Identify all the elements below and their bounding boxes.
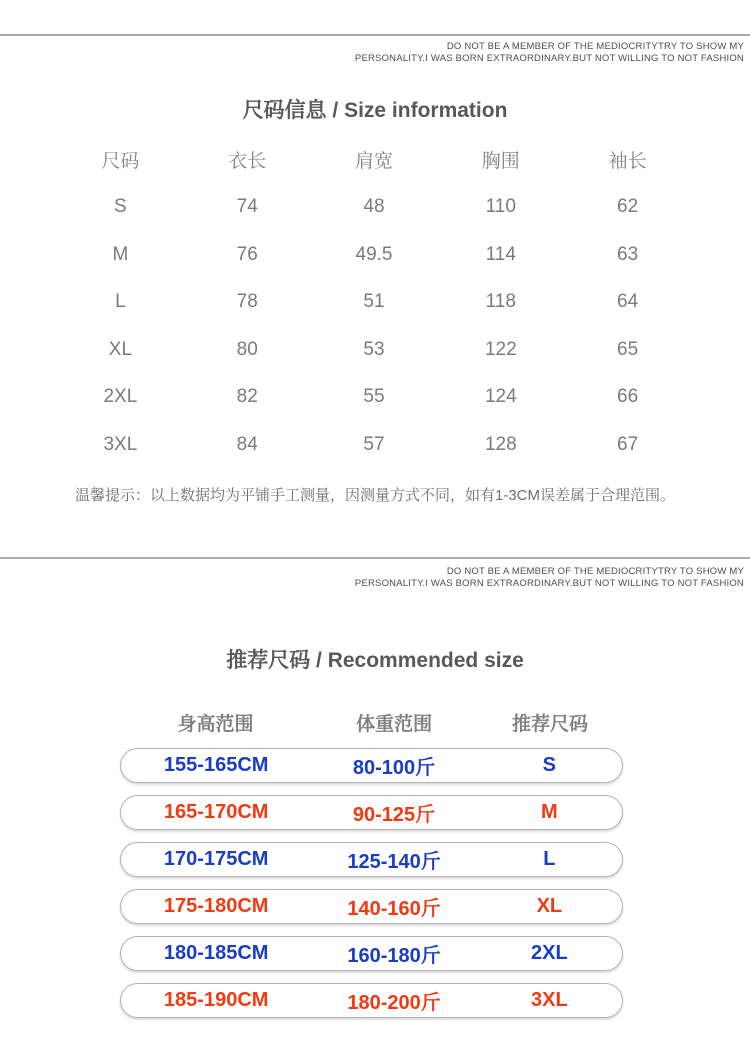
weight-range: 80-100斤 [352,757,436,779]
recommended-size: XL [536,895,563,917]
size-table [57,136,691,469]
cell-chest: 122 [484,338,517,360]
col-header-length: 衣长 [228,151,267,173]
cell-length: 74 [236,196,258,218]
brand-slogan [355,41,744,64]
weight-range: 160-180斤 [347,945,441,967]
cell-sleeve: 65 [617,338,639,360]
cell-size: M [112,243,129,265]
recommend-row-m [120,795,623,830]
col-header-shoulder: 肩宽 [354,151,393,173]
cell-sleeve: 62 [617,196,639,218]
cell-size: 2XL [103,386,138,408]
cell-shoulder: 57 [363,433,385,455]
height-range: 165-170CM [163,801,269,823]
height-range: 155-165CM [163,754,269,776]
cell-length: 80 [236,338,258,360]
size-table-row-xl [57,326,691,374]
cell-shoulder: 53 [363,338,385,360]
recommend-row-s [120,748,623,783]
size-table-row-2xl [57,374,691,422]
recommended-size: S [542,754,557,776]
cell-shoulder: 51 [363,291,385,313]
weight-range: 180-200斤 [347,992,441,1014]
cell-shoulder: 49.5 [355,243,393,265]
cell-size: S [114,196,127,218]
section-divider-line [0,557,750,559]
cell-chest: 124 [484,386,517,408]
recommend-row-2xl [120,936,623,971]
recommended-size: L [543,848,556,870]
height-range: 170-175CM [163,848,269,870]
height-range: 175-180CM [163,895,269,917]
cell-length: 82 [236,386,258,408]
recommend-row-xl [120,889,623,924]
cell-length: 76 [236,243,258,265]
cell-sleeve: 63 [617,243,639,265]
cell-chest: 114 [485,243,516,265]
col-header-size: 尺码 [101,151,140,173]
cell-sleeve: 66 [617,386,639,408]
cell-shoulder: 48 [363,196,385,218]
size-table-row-3xl [57,421,691,469]
cell-size: 3XL [103,433,138,455]
cell-length: 84 [236,433,258,455]
measurement-note: 温馨提示：以上数据均为平铺手工测量，因测量方式不同，如有1-3CM误差属于合理范围。 [74,487,675,504]
col-header-sleeve: 袖长 [608,151,647,173]
brand-slogan [355,566,744,589]
size-table-row-l [57,279,691,327]
col-header-chest: 胸围 [481,151,520,173]
recommended-size-title: 推荐尺码 / Recommended size [226,649,524,672]
weight-range: 125-140斤 [347,851,441,873]
recommend-row-3xl [120,983,623,1018]
cell-chest: 128 [484,433,517,455]
height-range: 180-185CM [163,942,269,964]
recommended-size: 3XL [531,989,568,1011]
cell-sleeve: 64 [617,291,639,313]
col-header-recommended-size: 推荐尺码 [512,713,589,735]
brand-slogan-line2: PERSONALITY.I WAS BORN EXTRAORDINARY.BUT NOT WILLING TO NOT FASHION [354,577,744,589]
recommended-rows [120,748,623,1030]
height-range: 185-190CM [163,989,269,1011]
size-table-header-row [57,136,691,184]
cell-shoulder: 55 [363,386,385,408]
cell-sleeve: 67 [617,433,639,455]
size-table-row-m [57,231,691,279]
top-divider-line [0,34,750,36]
col-header-weight-range: 体重范围 [356,713,433,735]
recommended-size: 2XL [531,942,568,964]
size-info-title: 尺码信息 / Size information [242,99,508,122]
brand-slogan-line2: PERSONALITY.I WAS BORN EXTRAORDINARY.BUT NOT WILLING TO NOT FASHION [354,52,744,64]
col-header-height-range: 身高范围 [177,713,254,735]
cell-length: 78 [236,291,258,313]
brand-slogan-line1: DO NOT BE A MEMBER OF THE MEDIOCRITYTRY TO SHOW MY [446,41,744,52]
cell-chest: 110 [485,196,516,218]
cell-size: L [115,291,126,313]
weight-range: 140-160斤 [347,898,441,920]
cell-size: XL [108,338,133,360]
weight-range: 90-125斤 [352,804,436,826]
recommended-size: M [541,801,558,823]
cell-chest: 118 [485,291,516,313]
brand-slogan-line1: DO NOT BE A MEMBER OF THE MEDIOCRITYTRY TO SHOW MY [446,566,744,577]
recommended-header-row [120,705,623,739]
recommend-row-l [120,842,623,877]
size-table-row-s [57,184,691,232]
